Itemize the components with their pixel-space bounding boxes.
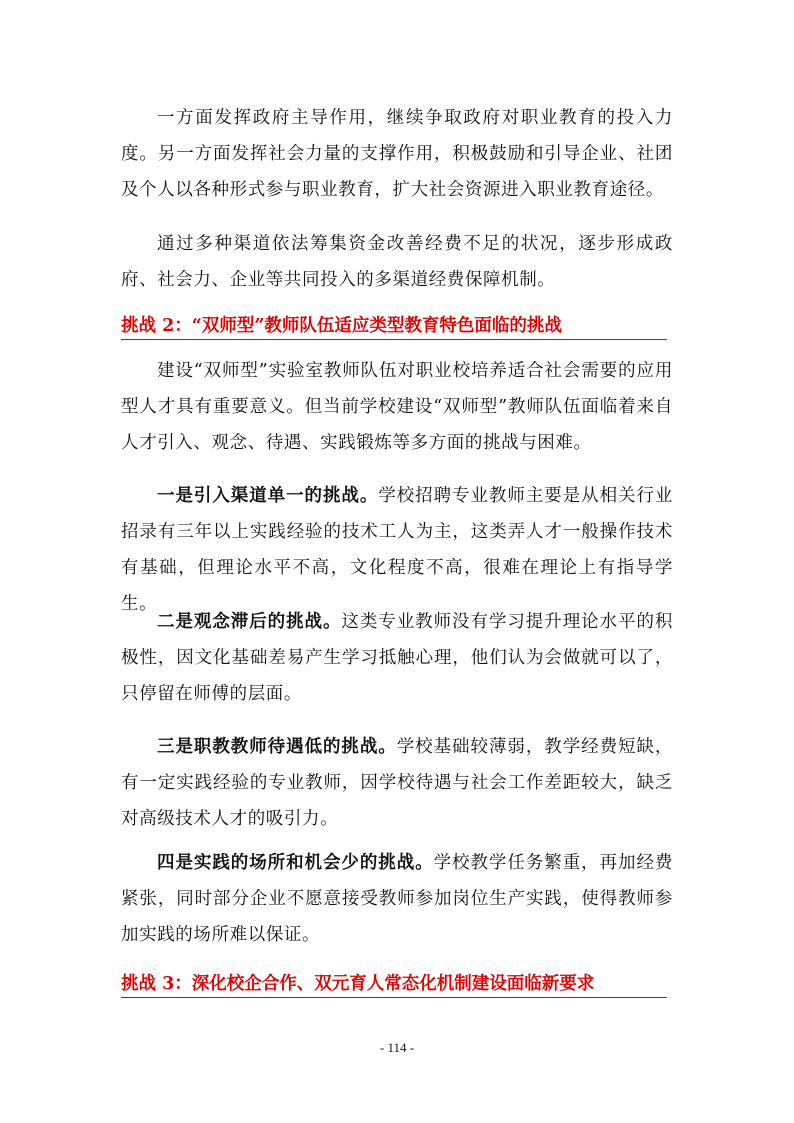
lead-phrase: 一是引入渠道单一的挑战。 <box>157 486 379 506</box>
page-number: - 114 - <box>379 1040 415 1055</box>
body-text: 这类专业教师没有学习提升理论水平的积极性，因文化基础差易产生学习抵触心理，他们认为会做就可以了，只停留在师傅的层面。 <box>121 612 673 704</box>
body-text: 学校基础较薄弱，教学经费短缺，有一定实践经验的专业教师，因学校待遇与社会工作差距较大，缺乏对高级技术人才的吸引力。 <box>121 737 673 829</box>
lead-phrase: 四是实践的场所和机会少的挑战。 <box>157 853 434 873</box>
paragraph-challenge-mindset <box>121 604 673 712</box>
paragraph-funding-roles: 一方面发挥政府主导作用，继续争取政府对职业教育的投入力度。另一方面发挥社会力量的支撑作用，积极鼓励和引导企业、社团及个人以各种形式参与职业教育，扩大社会资源进入职业教育途径。 <box>121 108 673 200</box>
paragraph-dual-teacher-intro: 建设“双师型”实验室教师队伍对职业校培养适合社会需要的应用型人才具有重要意义。但当前学校建设“双师型”教师队伍面临着来自人才引入、观念、待遇、实践锻炼等多方面的挑战与困难。 <box>121 361 673 453</box>
lead-phrase: 二是观念滞后的挑战。 <box>157 612 342 632</box>
section-heading-challenge-2: 挑战 2：“双师型”教师队伍适应类型教育特色面临的挑战 <box>121 314 667 340</box>
paragraph-challenge-recruitment <box>121 478 673 622</box>
body-text: 学校教学任务繁重，再加经费紧张，同时部分企业不愿意接受教师参加岗位生产实践，使得教师参加实践的场所难以保证。 <box>121 853 673 945</box>
section-heading-challenge-3: 挑战 3：深化校企合作、双元育人常态化机制建设面临新要求 <box>121 972 667 998</box>
lead-phrase: 三是职教教师待遇低的挑战。 <box>157 737 397 757</box>
paragraph-challenge-practice <box>121 845 673 953</box>
paragraph-challenge-pay <box>121 729 673 837</box>
body-text: 学校招聘专业教师主要是从相关行业招录有三年以上实践经验的技术工人为主，这类弄人才一般操作技术有基础，但理论水平不高，文化程度不高，很难在理论上有指导学生。 <box>121 486 673 614</box>
paragraph-funding-channels: 通过多种渠道依法筹集资金改善经费不足的状况，逐步形成政府、社会力、企业等共同投入的多渠道经费保障机制。 <box>121 234 673 290</box>
